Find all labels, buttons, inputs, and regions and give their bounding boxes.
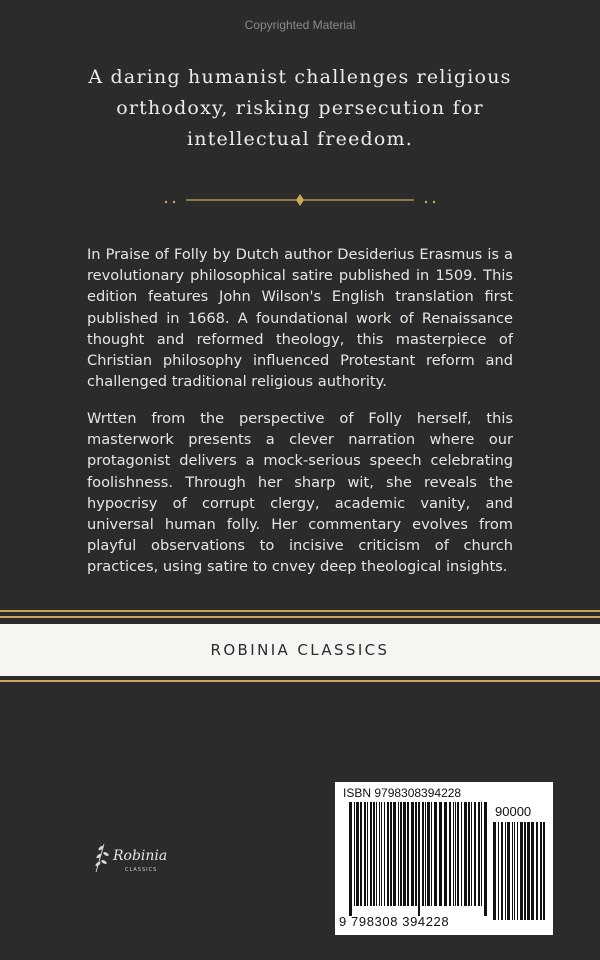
tagline: A daring humanist challenges religious orthodoxy, risking persecution for intellectual freedom. [88, 66, 512, 150]
isbn-label: ISBN 9798308394228 [343, 786, 462, 800]
barcode-digits: 9 798308 394228 [339, 914, 450, 929]
logo-subtitle: CLASSICS [125, 867, 158, 873]
band-top-rules [0, 595, 600, 625]
publisher-band [0, 624, 600, 676]
barcode-addon-number: 90000 [495, 804, 532, 819]
robinia-logo [88, 838, 178, 878]
barcode-bars [349, 802, 487, 916]
barcode-addon-bars [493, 822, 545, 930]
publisher-name: ROBINIA CLASSICS [210, 641, 390, 659]
barcode [335, 782, 553, 935]
logo-name: Robinia [113, 848, 168, 864]
ornamental-divider [160, 192, 440, 208]
description-paragraph-1: In Praise of Folly by Dutch author Desiderius Erasmus is a revolutionary philosophical satire published in 1509. This edition features John Wilson's English translation first published in 1668. A foundational work of Renaissance thought and reformed theology, this masterpiece of Christian philosophy influenced Protestant reform and challenged traditional religious authority. [87, 246, 513, 391]
description-paragraph-2: Wrtten from the perspective of Folly herself, this masterwork presents a clever narration where our protagonist delivers a mock-serious speech celebrating foolishness. Through her sharp wit, she reveals the hypocrisy of corrupt clergy, academic vanity, and universal human folly. Her commentary evolves from playful observations to incisive criticism of church practices, using satire to cnvey deep theological insights. [87, 410, 513, 576]
band-bottom-rule [0, 676, 600, 690]
leaf-branch-icon [95, 844, 110, 872]
copyright-watermark: Copyrighted Material [244, 18, 356, 32]
